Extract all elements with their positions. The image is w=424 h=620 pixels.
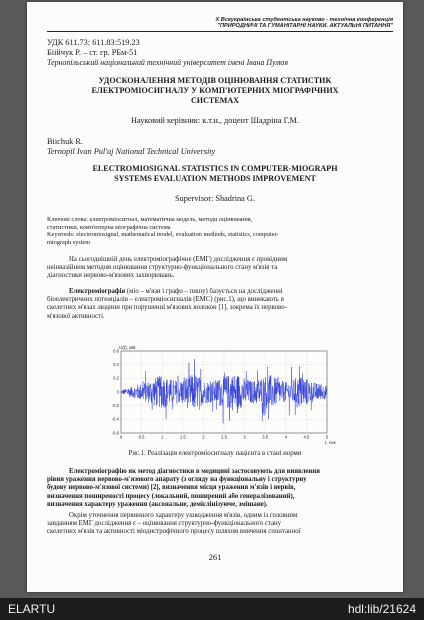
para1-line4: м'язової активності. <box>47 312 105 320</box>
emg-definition-paragraph <box>47 288 393 321</box>
title-ua-line2: ЕЛЕКТРОМІОСИГНАЛУ У КОМП'ЮТЕРНИХ МІОГРАФІЧНИХ <box>91 86 339 95</box>
intro-line3: діагностики нервово-м'язових захворювань. <box>47 272 175 280</box>
para1-line2: біоелектричних потенціалів – електроміосигналів (ЕМС) (рис.1), що виникають в <box>47 296 284 304</box>
x-tick-label: 2.5 <box>221 434 227 440</box>
y-tick-label: 0.6 <box>113 348 119 354</box>
x-tick-label: 0 <box>119 434 123 440</box>
x-tick-label: 1 <box>161 434 164 440</box>
supervisor-ua: Науковий керівник: к.т.н., доцент Шадріна Г.М. <box>131 116 299 125</box>
supervisor-en: Supervisor: Shadrina G. <box>175 194 255 203</box>
para3-line3: скелетних м'язів та активності міодистрофічного процесу шляхом вивчення спонтанної <box>47 528 301 536</box>
chart-x-axis-label: t, сек <box>325 440 336 445</box>
intro-line2: неінвазійним методом оцінювання структурно-функціонального стану м'язів та <box>47 264 278 272</box>
x-tick-label: 1.5 <box>179 434 186 440</box>
repository-name[interactable]: ELARTU <box>8 602 56 616</box>
para3-line2: завданням ЕМГ дослідження є – оцінювання структурно-функціонального стану <box>47 520 282 528</box>
author-ua: Біійчук Р. – ст. гр. РБм-51 <box>47 48 138 57</box>
y-tick-label: -0.6 <box>111 430 119 436</box>
y-tick-label: -0.2 <box>111 403 119 409</box>
keywords-en-line2: miograph system <box>47 238 91 246</box>
x-tick-label: 4 <box>284 434 287 440</box>
para1-line3: скелетних м'язах людини при порушенні м'язових волокон [1], зокрема їх нервово- <box>47 304 287 312</box>
title-ua-line3: СИСТЕМАХ <box>190 96 240 105</box>
page-number: 261 <box>208 552 222 562</box>
para2-line2: рівня ураження нервово-м'язового апарату (з огляду на функціональну і структурну <box>47 476 307 484</box>
para2-line5: визначення характеру ураження (аксональне, демієлінізуюче, змішане). <box>47 500 268 508</box>
y-tick-label: 0.2 <box>113 375 119 381</box>
header-divider <box>47 31 393 32</box>
y-tick-label: -0.4 <box>111 416 119 422</box>
conference-header-line1: X Всеукраїнська студентська науково - технічна конференція <box>215 17 393 23</box>
document-page <box>27 2 403 592</box>
handle-identifier[interactable]: hdl:lib/21624 <box>347 602 416 616</box>
emg-term: Електроміографія <box>69 288 126 295</box>
keywords-ua-line1: Ключові слова: електроміосигнал, математична модель, методи оцінювання, <box>47 216 253 223</box>
emg-signal-chart <box>97 343 343 447</box>
institution-ua: Тернопільський національний технічний університет імені Івана Пулюя <box>47 58 289 67</box>
x-tick-label: 2 <box>202 434 205 440</box>
intro-paragraph <box>47 256 393 281</box>
intro-line1: На сьогоднішній день електроміографічне (ЕМГ) дослідження є провідним <box>69 256 288 263</box>
keywords-en-line1: Keywords: electromiosignal, mathematical model, evaluation methods, statistics, computer- <box>47 231 279 239</box>
title-en-line1: ELECTROMIOSIGNAL STATISTICS IN COMPUTER-MIOGRAPH <box>92 164 338 173</box>
figure-caption: Рис.1. Реалізація електроміосигналу пацієнта в стані норми <box>128 450 302 457</box>
y-tick-label: 0.4 <box>113 362 119 368</box>
tasks-paragraph <box>47 512 393 537</box>
title-en-line2: SYSTEMS EVALUATION METHODS IMPROVEMENT <box>114 174 316 183</box>
para2-line4: визначення поширеності процесу (локальний, поширений або генералізований), <box>47 492 295 500</box>
keywords-ua-line2: статистики, комп'ютерна міографічна система <box>47 223 171 231</box>
para1-line1-rest: (міо – м'язи і графо – пишу) базується на дослідженні <box>125 288 283 295</box>
para2-line3: будову нервово-м'язової системи) [2], визначення місця ураження м'язів і нервів, <box>47 484 296 492</box>
udk-code: УДК 611.73: 611.83:519.23 <box>47 38 140 47</box>
x-tick-label: 5 <box>325 434 329 440</box>
institution-en: Ternopil Ivan Pul'uj National Technical University <box>47 147 216 156</box>
keywords-block <box>47 216 393 246</box>
author-en: Biichuk R. <box>47 137 83 146</box>
diagnostics-paragraph <box>47 468 393 509</box>
x-tick-label: 3 <box>243 434 246 440</box>
chart-y-axis-label: U(t), мВ <box>119 345 136 350</box>
x-tick-label: 4.5 <box>303 434 310 440</box>
x-tick-label: 3.5 <box>262 434 269 440</box>
x-tick-label: 0.5 <box>138 434 145 440</box>
y-tick-label: 0 <box>116 389 119 395</box>
status-bar <box>0 598 424 620</box>
title-ua-line1: УДОСКОНАЛЕННЯ МЕТОДІВ ОЦІНЮВАННЯ СТАТИСТИК <box>98 76 332 85</box>
conference-header-line2: "ПРИРОДНИЧІ ТА ГУМАНІТАРНІ НАУКИ. АКТУАЛЬНІ ПИТАННЯ" <box>217 23 393 29</box>
para2-line1: Електроміографію як метод діагностики в медицині застосовують для виявлення <box>69 468 320 475</box>
para3-line1: Окрім уточнення первинного характеру ушкодження м'язів, одним із головним <box>69 512 298 519</box>
